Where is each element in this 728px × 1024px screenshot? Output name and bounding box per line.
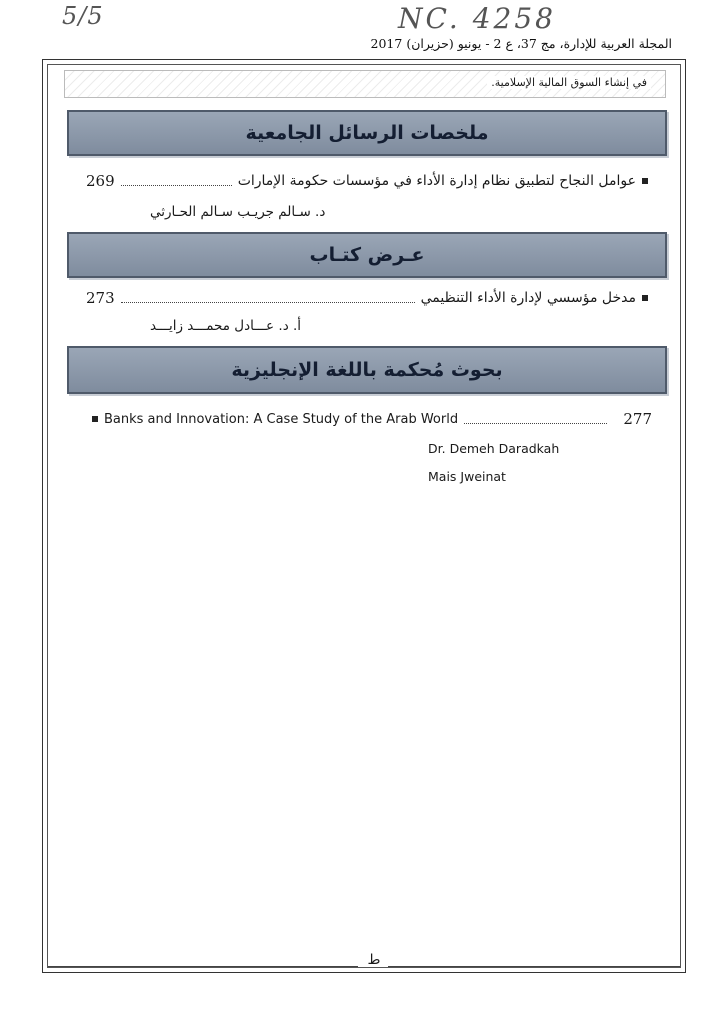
toc-entry[interactable]	[86, 408, 652, 430]
toc-entry-title: مدخل مؤسسي لإدارة الأداء التنظيمي	[420, 290, 636, 306]
footer-rule-right	[388, 966, 680, 967]
handwritten-note-right: NC. 4258	[398, 2, 556, 35]
dot-leader	[121, 177, 232, 186]
journal-citation-header: المجلة العربية للإدارة، مج 37، ع 2 - يونيو (حزيران) 2017	[370, 36, 672, 51]
toc-entry[interactable]	[86, 287, 654, 309]
toc-entry-author: Mais Jweinat	[428, 469, 506, 484]
dot-leader	[464, 415, 607, 424]
toc-entry-author: د. سـالم جريـب سـالم الحـارثي	[150, 204, 326, 220]
bullet-icon	[92, 416, 98, 422]
toc-entry[interactable]	[86, 170, 654, 192]
section-heading: بحوث مُحكمة باللغة الإنجليزية	[231, 359, 503, 381]
section-banner-english-research	[67, 346, 667, 394]
bullet-icon	[642, 295, 648, 301]
bullet-icon	[642, 178, 648, 184]
page-number: ط	[367, 952, 381, 968]
section-heading: ملخصات الرسائل الجامعية	[245, 122, 489, 144]
toc-entry-title: عوامل النجاح لتطبيق نظام إدارة الأداء في مؤسسات حكومة الإمارات	[237, 173, 636, 189]
toc-entry-page: 269	[86, 172, 115, 190]
footer-rule-left	[48, 966, 358, 967]
toc-entry-author: Dr. Demeh Daradkah	[428, 441, 560, 456]
section-banner-thesis-abstracts	[67, 110, 667, 156]
continued-text: في إنشاء السوق المالية الإسلامية.	[487, 76, 651, 89]
toc-entry-page: 277	[623, 410, 652, 428]
section-banner-book-review	[67, 232, 667, 278]
toc-entry-author: أ. د. عـــادل محمـــد زايـــد	[150, 318, 302, 334]
section-heading: عـرض كتـاب	[309, 244, 425, 266]
toc-entry-page: 273	[86, 289, 115, 307]
toc-entry-title: Banks and Innovation: A Case Study of the Arab World	[104, 411, 459, 427]
dot-leader	[121, 294, 415, 303]
page-frame-inner	[47, 64, 681, 968]
continued-text-box	[64, 70, 666, 98]
handwritten-note-left: 5/5	[62, 2, 104, 30]
